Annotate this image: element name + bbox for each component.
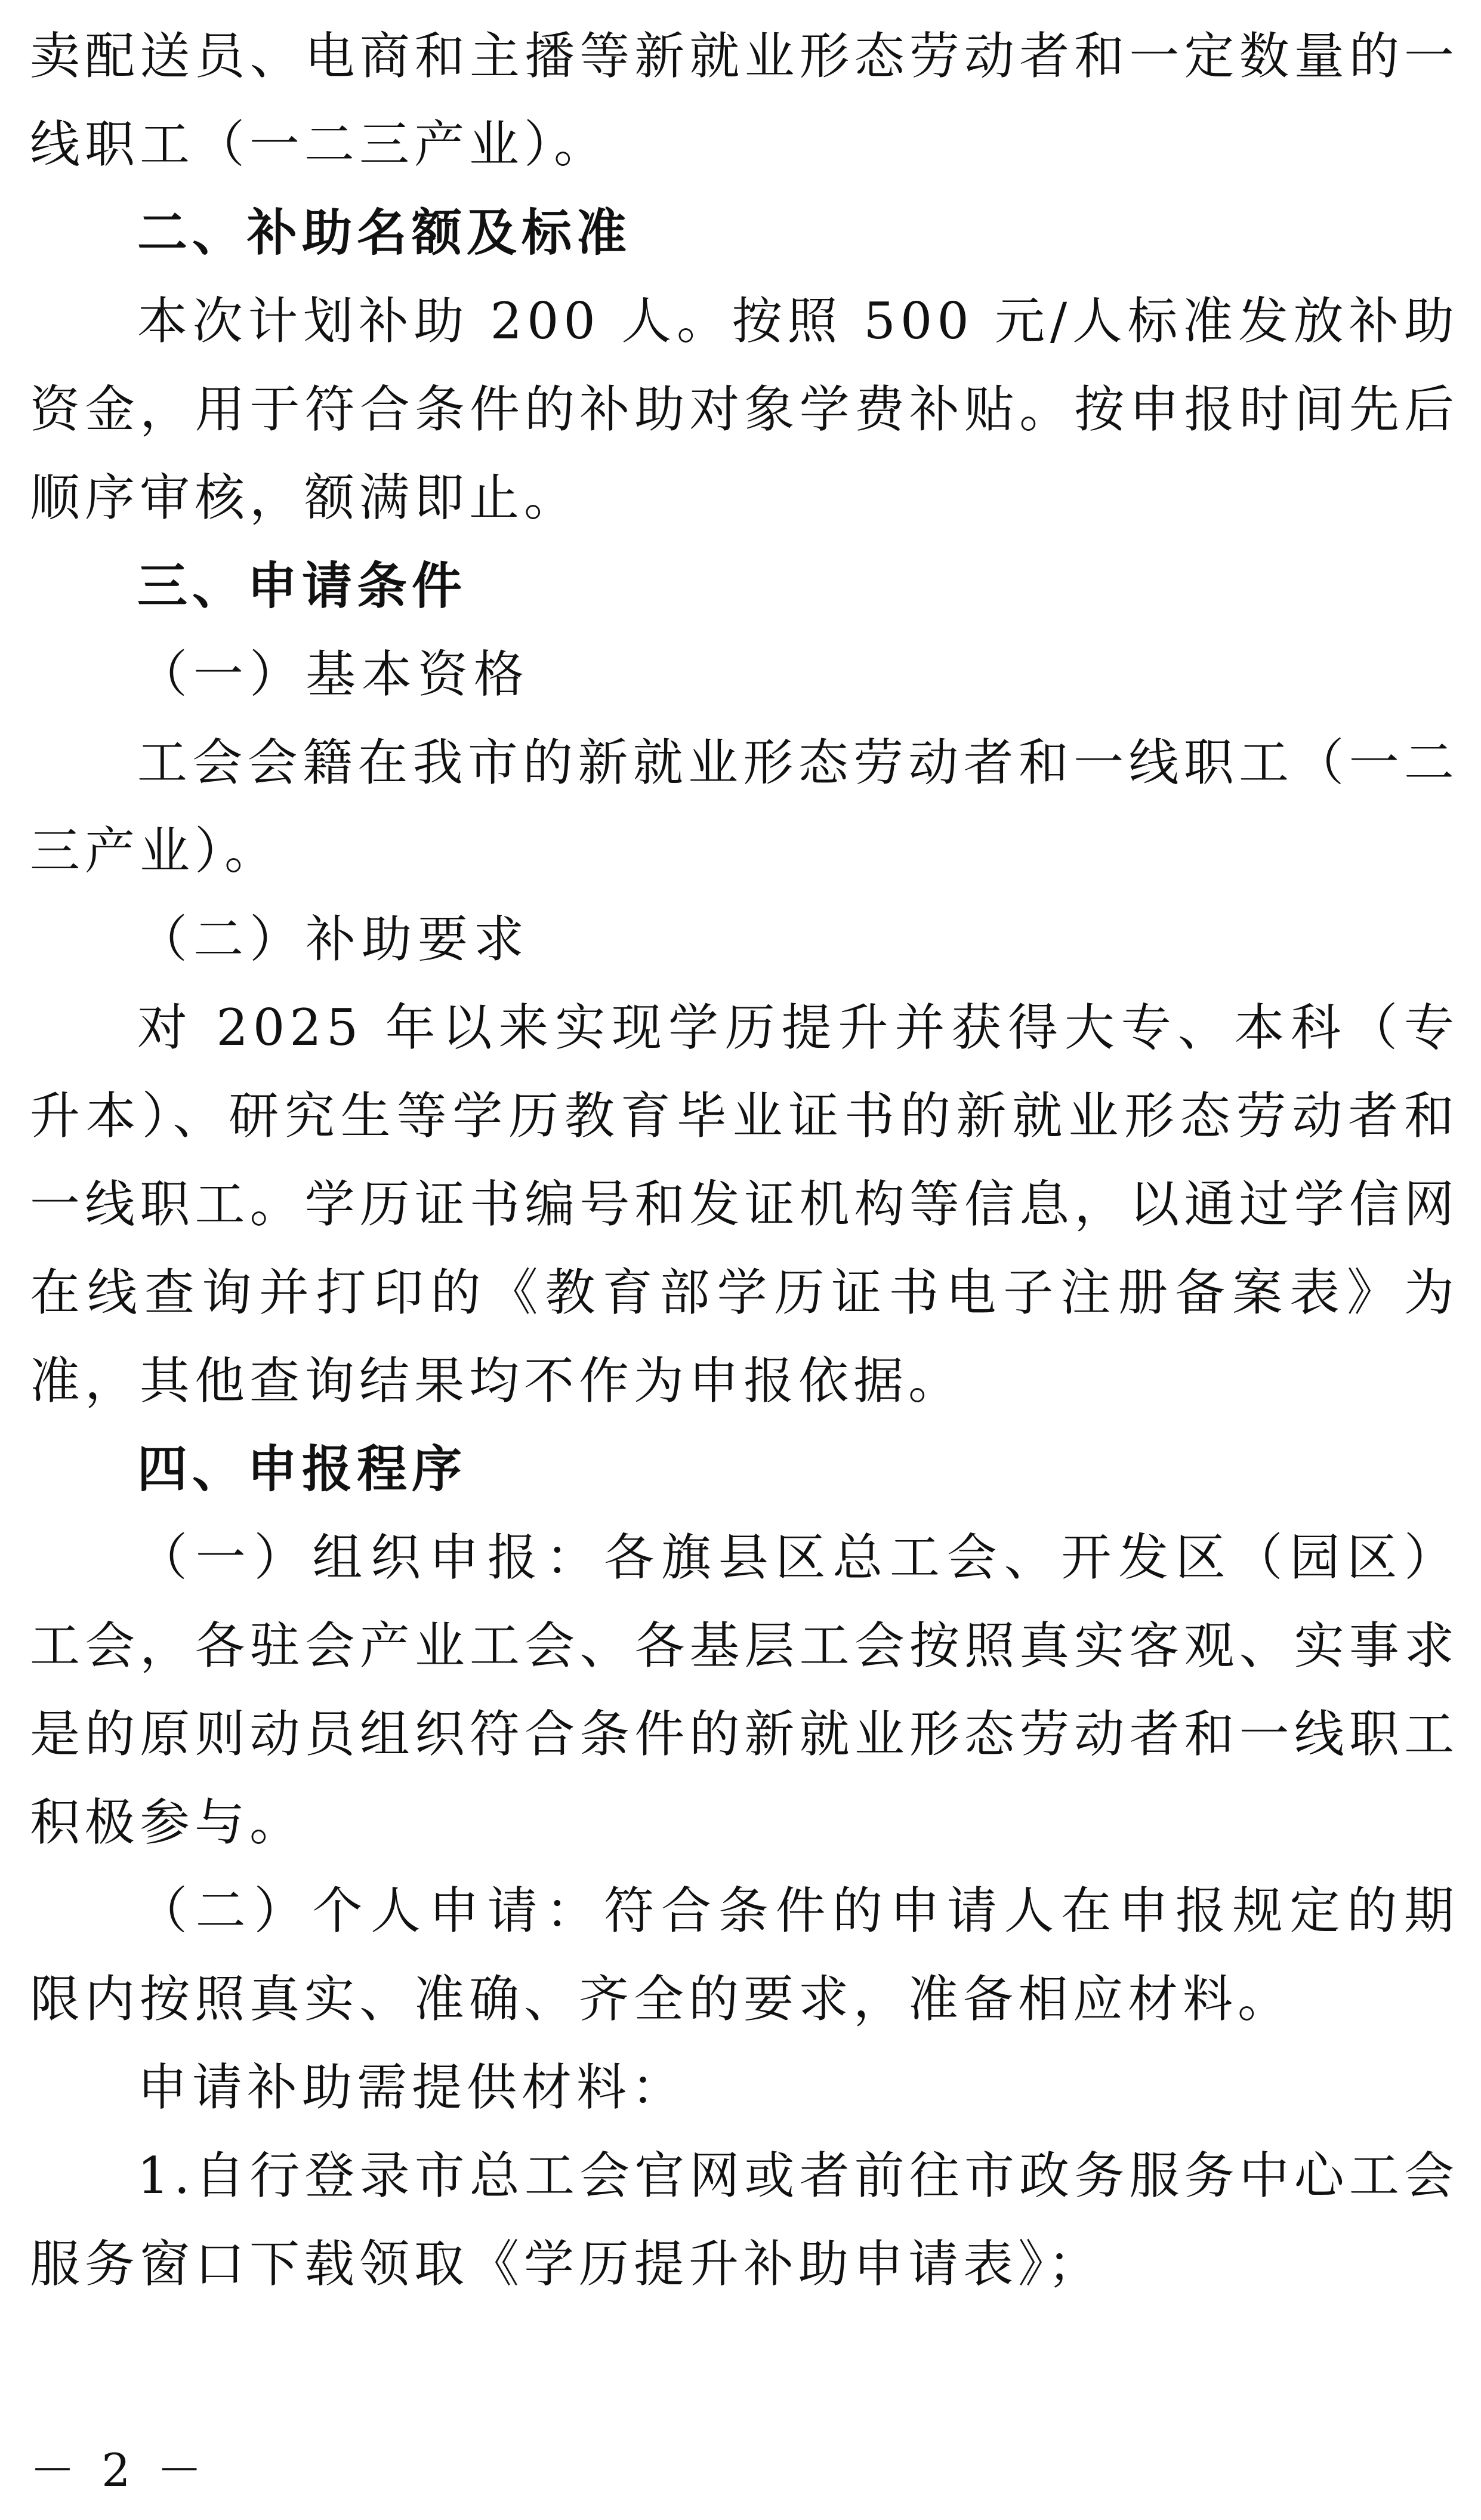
paragraph-required-materials: 申请补助需提供材料：: [137, 2058, 687, 2117]
document-body: [30, 12, 1459, 2308]
section-heading-application-procedure: 四、申报程序: [137, 1440, 467, 1498]
subheading-basic-qualification: （一）基本资格: [137, 645, 530, 704]
paragraph-continuation: 卖配送员、电商和主播等新就业形态劳动者和一定数量的一线职工（一二三产业）。: [30, 27, 1459, 174]
paragraph-material-item-1: 1.自行登录市总工会官网或者前往市政务服务中心工会服务窗口下载领取《学历提升补助申请表》；: [30, 2146, 1459, 2293]
page-number: － 2 －: [30, 2444, 208, 2497]
section-heading-subsidy-quota: 二、补助名额及标准: [137, 203, 632, 262]
section-heading-eligibility: 三、申请条件: [137, 557, 467, 615]
lead-individual-application: （二）个人申请：: [137, 1881, 604, 1940]
text-individual-application: 符合条件的申请人在申报规定的期限内按照真实、准确、齐全的要求，准备相应材料。: [30, 1881, 1459, 2028]
paragraph-basic-qualification: 工会会籍在我市的新就业形态劳动者和一线职工（一二三产业）。: [30, 733, 1459, 880]
text-organized-application: 各旗县区总工会、开发区（园区）工会，各驻会产业工会、各基层工会按照真实客观、实事求是的原则动员组织符合条件的新就业形态劳动者和一线职工积极参与。: [30, 1528, 1459, 1852]
paragraph-subsidy-standard: 本次计划补助 200 人。按照 500 元/人标准发放补助资金，用于符合条件的补助对象学费补贴。按申报时间先后顺序审核，额满即止。: [30, 292, 1459, 527]
paragraph-organized-application: [30, 1513, 1459, 1867]
lead-organized-application: （一）组织申报：: [137, 1528, 604, 1587]
subheading-subsidy-requirements: （二）补助要求: [137, 910, 530, 968]
paragraph-individual-application: [30, 1867, 1459, 2043]
paragraph-subsidy-requirements: 对 2025 年以来实现学历提升并获得大专、本科（专升本）、研究生等学历教育毕业证书的新就业形态劳动者和一线职工。学历证书编号和发证机构等信息，以通过学信网在线查询并打印的《教育部学历证书电子注册备案表》为准，其他查询结果均不作为申报依据。: [30, 998, 1459, 1410]
